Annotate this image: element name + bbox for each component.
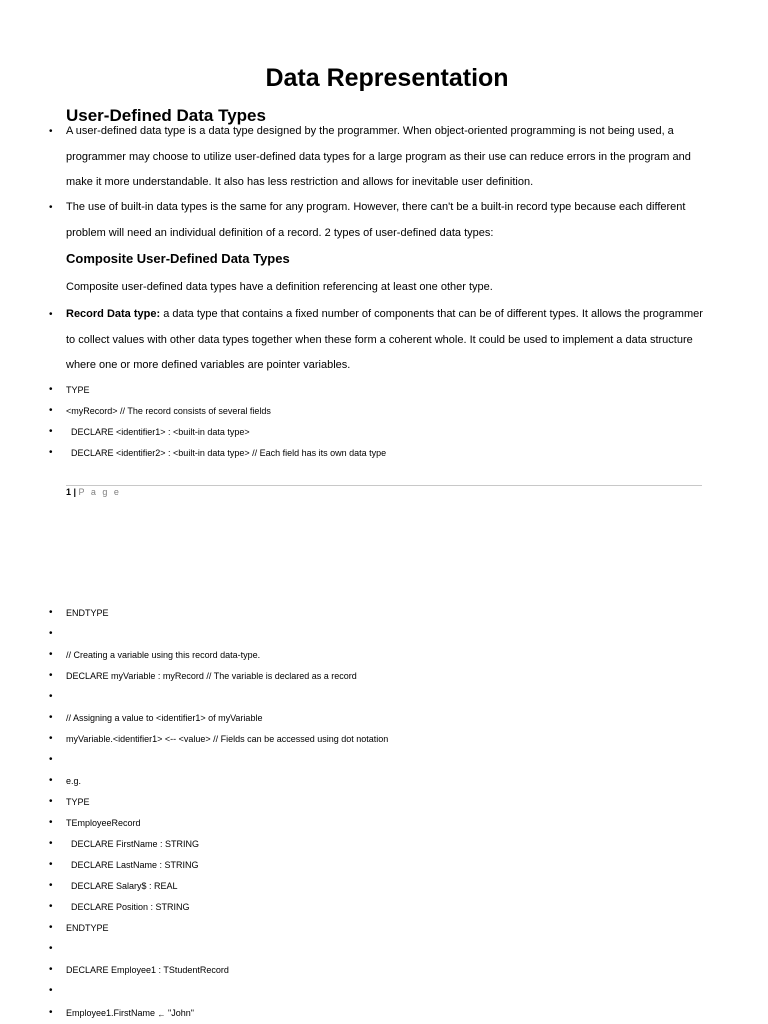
code-line: • TYPE	[66, 796, 706, 808]
code-line: • DECLARE <identifier1> : <built-in data type>	[66, 426, 706, 438]
section-heading: User-Defined Data Types	[66, 106, 266, 125]
code-line: • DECLARE <identifier2> : <built-in data type> // Each field has its own data type	[66, 447, 706, 459]
page-label: P a g e	[78, 487, 121, 497]
code-line: • DECLARE FirstName : STRING	[66, 838, 706, 850]
code-line: • // Assigning a value to <identifier1> of myVariable	[66, 712, 706, 724]
record-description: a data type that contains a fixed number of components that can be of different types. It allows the programmer to collect values with other data types together when these form a coherent whole. It could be used to implement a data structure where one or more defined variables are pointer variables.	[66, 308, 703, 371]
code-line: • DECLARE Position : STRING	[66, 901, 706, 913]
assignment-value: "John"	[165, 1008, 194, 1018]
code-line: • DECLARE myVariable : myRecord // The variable is declared as a record	[66, 670, 706, 682]
code-line: • ENDTYPE	[66, 922, 706, 934]
assignment-target: Employee1.FirstName	[66, 1008, 158, 1018]
subheading: Composite User-Defined Data Types	[66, 251, 290, 266]
composite-paragraph: Composite user-defined data types have a definition referencing at least one other type.	[66, 281, 493, 293]
code-line-assignment	[66, 1007, 706, 1020]
intro-bullet: • A user-defined data type is a data type designed by the programmer. When object-oriented programming is not being used, a programmer may choose to utilize user-defined data types for a large program as their use can reduce errors in the program and make it more understandable. It also has less restriction and allows for inevitable user definition.	[66, 119, 706, 196]
document-title: Data Representation	[265, 64, 509, 92]
record-bullet	[66, 302, 706, 379]
code-line: • myVariable.<identifier1> <-- <value> // Fields can be accessed using dot notation	[66, 733, 706, 745]
page-number: 1 |	[66, 487, 77, 497]
code-line: • TEmployeeRecord	[66, 817, 706, 829]
code-line: • TYPE	[66, 384, 706, 396]
code-line: • // Creating a variable using this record data-type.	[66, 649, 706, 661]
page-footer	[66, 487, 121, 498]
code-line: • ENDTYPE	[66, 607, 706, 619]
intro-bullet: • The use of built-in data types is the same for any program. However, there can't be a built-in record type because each different problem will need an individual definition of a record. 2 types of user-defined data types:	[66, 195, 706, 246]
code-line: • DECLARE Employee1 : TStudentRecord	[66, 964, 706, 976]
code-line: • DECLARE LastName : STRING	[66, 859, 706, 871]
code-line: • e.g.	[66, 775, 706, 787]
code-line: • <myRecord> // The record consists of several fields	[66, 405, 706, 417]
record-term: Record Data type:	[66, 308, 161, 320]
footer-divider	[66, 485, 702, 486]
assignment-arrow-icon: ←	[157, 1010, 166, 1019]
code-line: • DECLARE Salary$ : REAL	[66, 880, 706, 892]
